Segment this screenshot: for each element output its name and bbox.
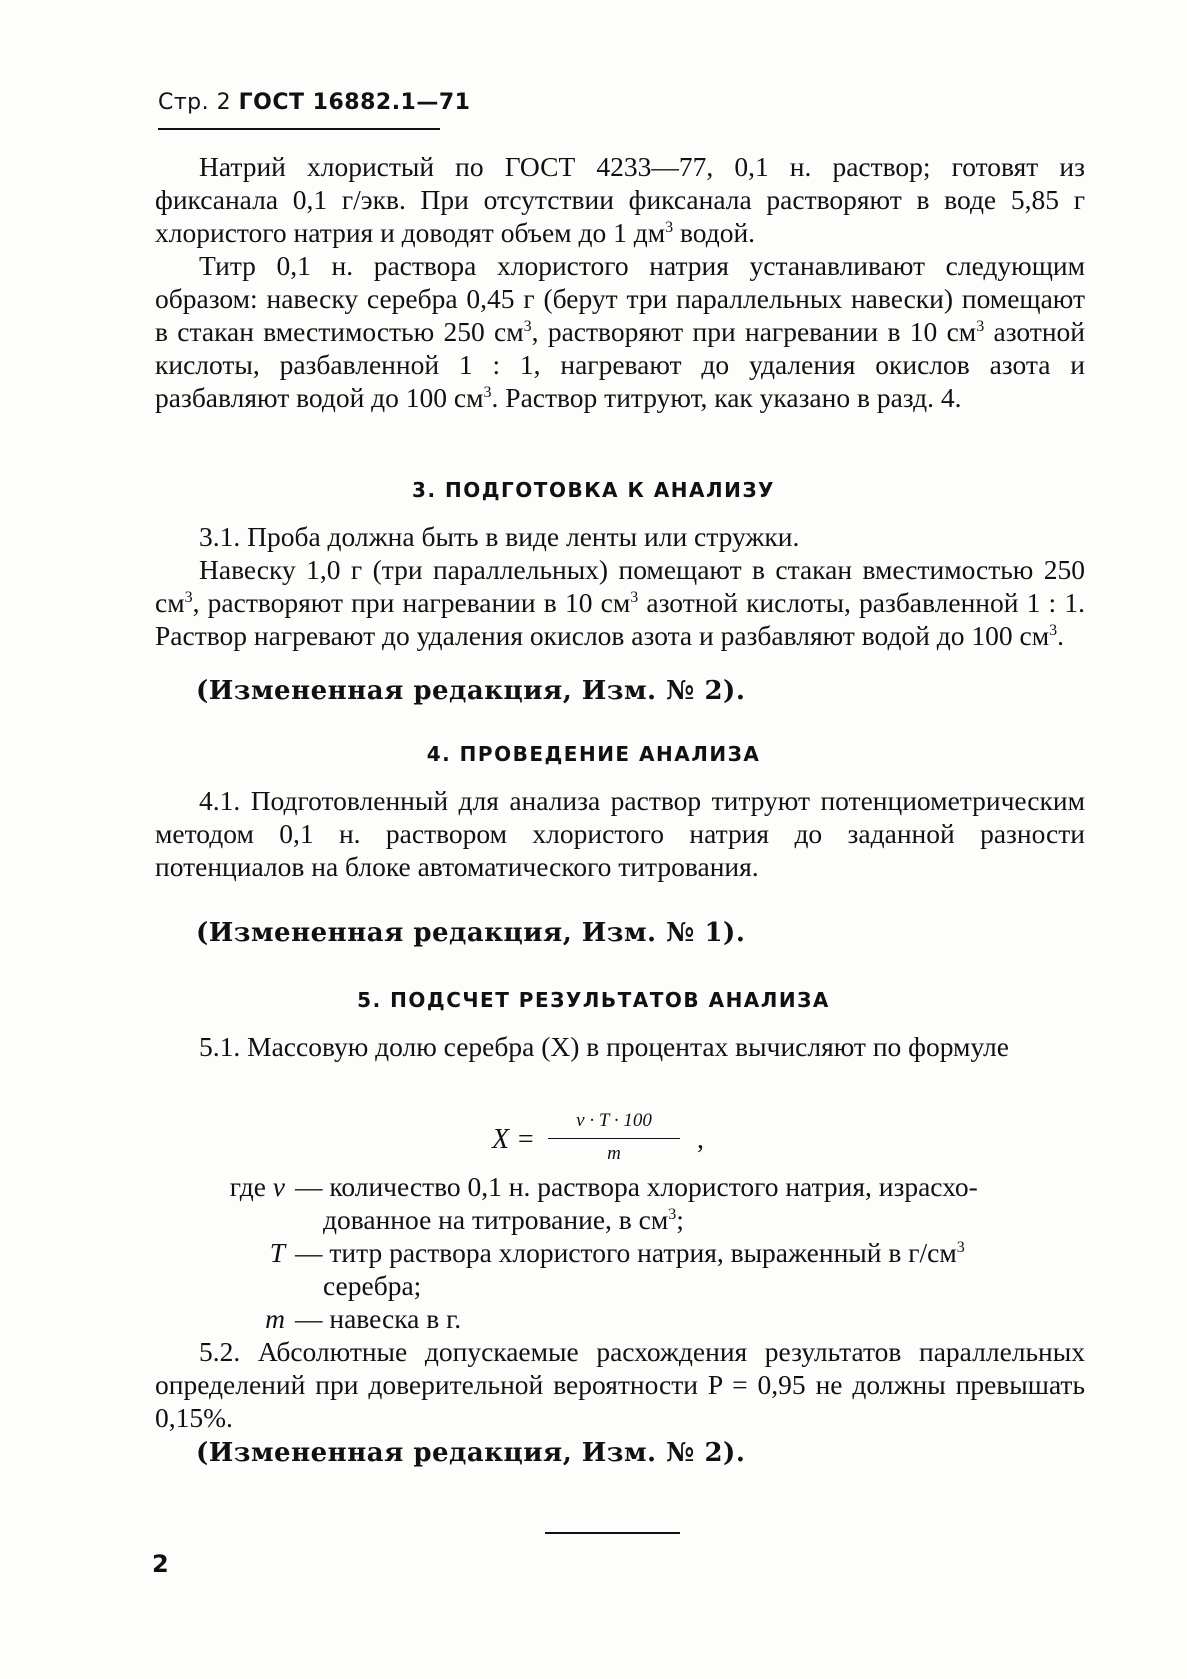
section-4-amendment: (Измененная редакция, Изм. № 1).: [196, 918, 746, 948]
legend-v-desc-1: — количество 0,1 н. раствора хлористого натрия, израсхо-: [295, 1171, 978, 1202]
legend-v-desc-2: дованное на титрование, в $см^3$;: [323, 1204, 684, 1235]
legend-row-m: [155, 1302, 1085, 1335]
legend-row-t: [155, 1236, 1085, 1269]
formula-denominator: m: [607, 1143, 621, 1164]
legend-row-v: где v — количество 0,1 н. раствора хлористого натрия, израсхо-: [155, 1170, 1085, 1203]
formula: [492, 1110, 732, 1170]
symbol-t: T: [269, 1237, 285, 1268]
formula-legend: [155, 1170, 1085, 1335]
formula-fraction: [548, 1110, 680, 1165]
footer-rule: [545, 1532, 680, 1534]
intro-paragraph-1: Натрий хлористый по ГОСТ 4233—77, 0,1 н. раствор; готовят из фиксанала 0,1 г/экв. При отсутствии фиксанала растворяют в воде 5,85 г хлористого натрия и доводят объем до 1 $дм^3$ водой.: [155, 151, 1085, 248]
clause-5-1: 5.1. Массовую долю серебра (X) в процентах вычисляют по формуле: [199, 1031, 1009, 1062]
clause-4-1: 4.1. Подготовленный для анализа раствор титруют потенциометрическим методом 0,1 н. раствором хлористого натрия до заданной разности потенциалов на блоке автоматического титрования.: [155, 785, 1085, 882]
symbol-m: m: [265, 1303, 285, 1334]
formula-numerator: v · T · 100: [576, 1110, 652, 1131]
legend-row-v-cont: [155, 1203, 1085, 1236]
standard-number: ГОСТ 16882.1—71: [238, 90, 471, 115]
formula-lhs: X =: [492, 1124, 535, 1155]
section-4-block: [155, 784, 1085, 883]
section-3-block: [155, 520, 1085, 652]
intro-block: [155, 150, 1085, 414]
section-3-heading: 3. ПОДГОТОВКА К АНАЛИЗУ: [412, 478, 775, 502]
fraction-bar: [548, 1138, 680, 1139]
section-5-block: [155, 1030, 1085, 1063]
legend-row-t-cont: [155, 1269, 1085, 1302]
header-rule: [158, 128, 440, 130]
clause-3-1: 3.1. Проба должна быть в виде ленты или стружки.: [199, 521, 800, 552]
clause-5-2: 5.2. Абсолютные допускаемые расхождения результатов параллельных определений при доверительной вероятности P = 0,95 не должны превышать 0,15%.: [155, 1336, 1085, 1433]
page-label: Стр. 2: [158, 90, 232, 115]
section-3-amendment: (Измененная редакция, Изм. № 2).: [196, 676, 746, 706]
legend-t-desc-1: — титр раствора хлористого натрия, выраженный в $г/см^3$: [295, 1237, 965, 1268]
intro-paragraph-2: Титр 0,1 н. раствора хлористого натрия устанавливают следующим образом: навеску серебра 0,45 г (берут три параллельных навески) помещают в стакан вместимостью 250 $см^3$, растворяют при нагревании в 10 $см^3$ азотной кислоты, разбавленной 1 : 1, нагревают до удаления окислов азота и разбавляют водой до 100 $см^3$. Раствор титруют, как указано в разд. 4.: [155, 250, 1086, 413]
page-header: [158, 90, 470, 115]
page-number: 2: [152, 1550, 169, 1578]
clause-5-2-block: [155, 1335, 1085, 1434]
section-4-heading: 4. ПРОВЕДЕНИЕ АНАЛИЗА: [426, 742, 761, 766]
section-5-heading: 5. ПОДСЧЕТ РЕЗУЛЬТАТОВ АНАЛИЗА: [357, 988, 830, 1012]
section-5-amendment: (Измененная редакция, Изм. № 2).: [196, 1438, 746, 1468]
legend-t-desc-2: серебра;: [323, 1270, 422, 1301]
symbol-v: v: [272, 1171, 285, 1202]
legend-m-desc: — навеска в г.: [295, 1303, 462, 1334]
section-3-paragraph-2: Навеску 1,0 г (три параллельных) помещают в стакан вместимостью 250 $см^3$, растворяют при нагревании в 10 $см^3$ азотной кислоты, разбавленной 1 : 1. Раствор нагревают до удаления окислов азота и разбавляют водой до 100 $см^3$.: [155, 554, 1085, 651]
formula-comma: ,: [697, 1124, 704, 1155]
